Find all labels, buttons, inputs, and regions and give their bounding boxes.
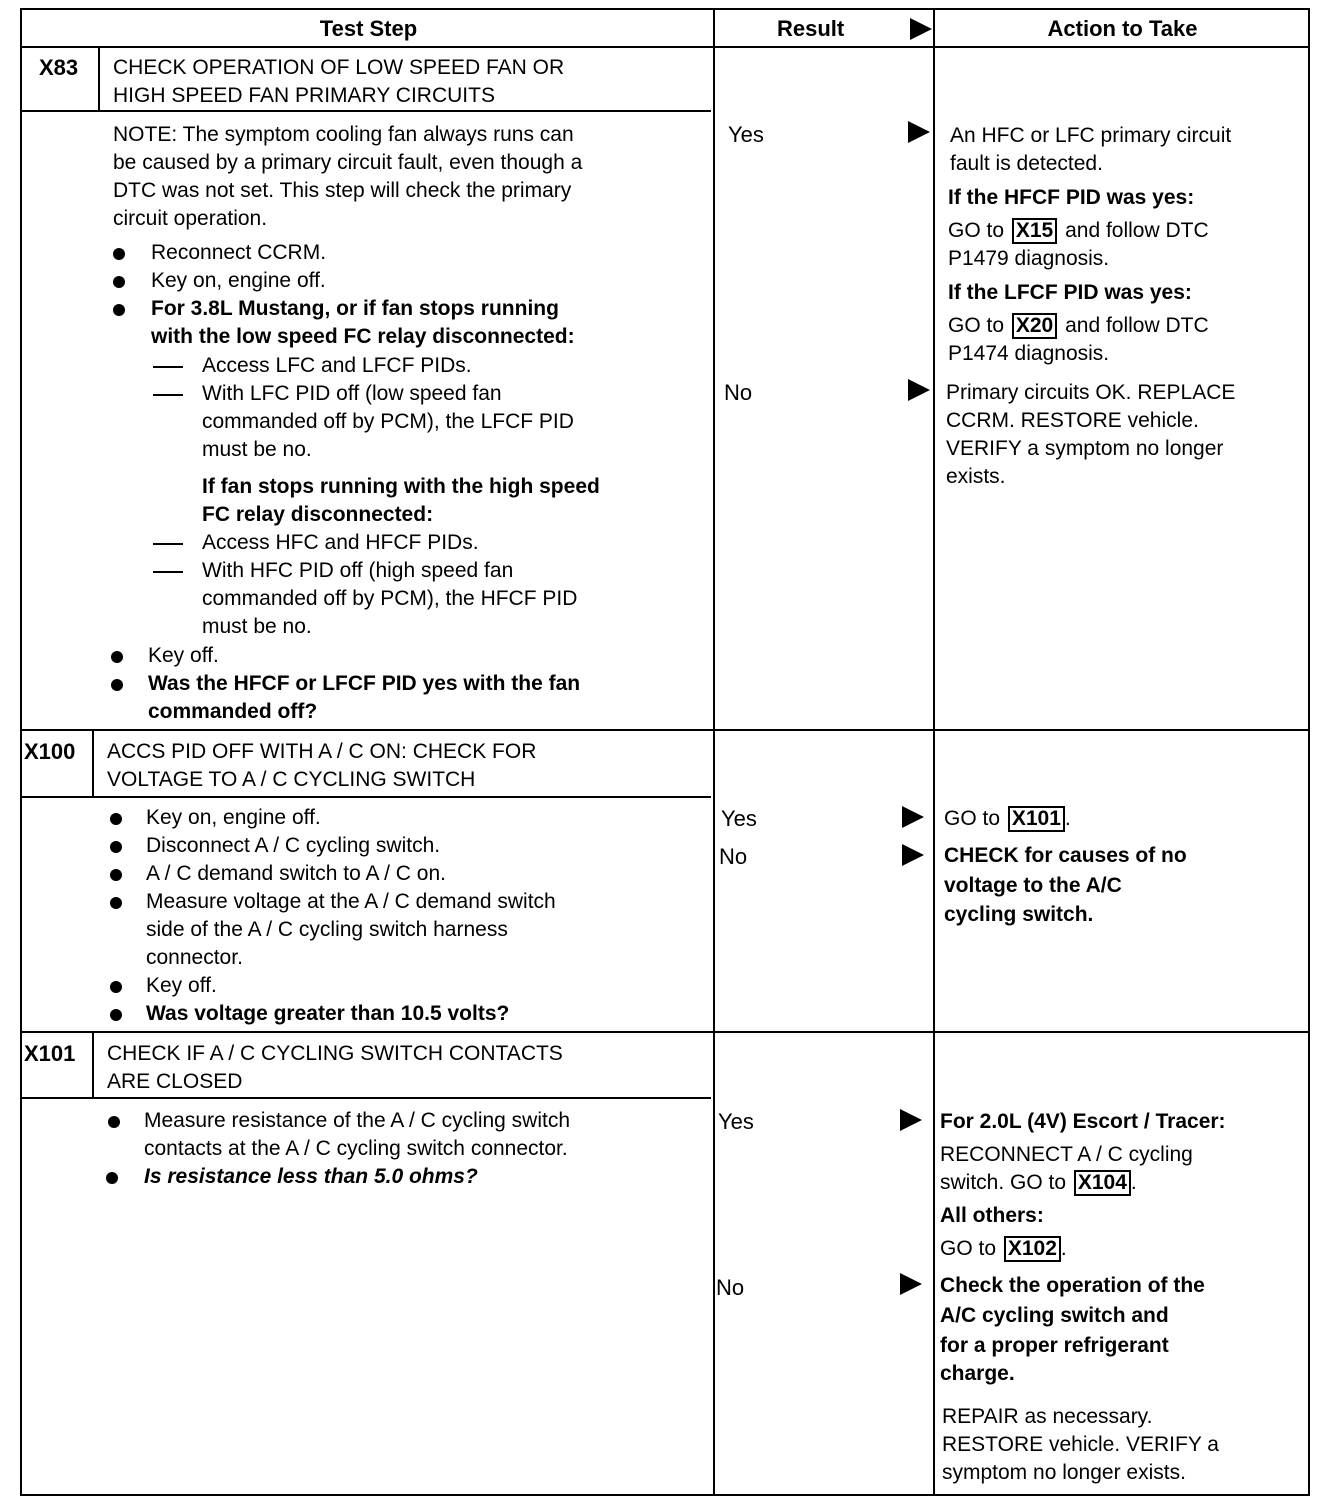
action-goto [948, 312, 1209, 340]
sub-heading: FC relay disconnected: [202, 503, 434, 526]
title-box-sep-x100 [92, 731, 94, 796]
arrow-icon [902, 844, 924, 866]
sub-instruction: must be no. [202, 438, 312, 461]
action-condition: If the HFCF PID was yes: [948, 186, 1195, 209]
action-text: P1479 diagnosis. [948, 247, 1110, 270]
goto-text: and follow DTC [1065, 219, 1209, 242]
action-text: for a proper refrigerant [940, 1334, 1169, 1357]
step-title-line: CHECK OPERATION OF LOW SPEED FAN OR [113, 56, 565, 79]
step-link-x15[interactable]: X15 [1012, 218, 1057, 244]
goto-text: . [1064, 807, 1071, 830]
action-text: VERIFY a symptom no longer [946, 437, 1224, 460]
bullet-icon [110, 813, 122, 825]
sub-instruction: commanded off by PCM), the LFCF PID [202, 410, 574, 433]
instruction: Key on, engine off. [146, 806, 321, 829]
dash-icon [153, 543, 183, 545]
action-goto [940, 1169, 1137, 1197]
col-divider-result [713, 10, 715, 1494]
step-title-line: ACCS PID OFF WITH A / C ON: CHECK FOR [107, 740, 537, 763]
step-id-x101: X101 [24, 1041, 76, 1066]
instruction: Key off. [148, 644, 219, 667]
bullet-icon [113, 304, 125, 316]
title-box-sep-x101 [92, 1033, 94, 1097]
note-line: circuit operation. [113, 207, 268, 230]
bullet-icon [113, 248, 125, 260]
goto-text: switch. GO to [940, 1171, 1067, 1194]
bullet-icon [110, 897, 122, 909]
instruction: Key off. [146, 974, 217, 997]
col-divider-action [933, 10, 935, 1494]
instruction: contacts at the A / C cycling switch connector. [144, 1137, 568, 1160]
title-box-bottom-x83 [22, 110, 711, 112]
action-text: RECONNECT A / C cycling [940, 1143, 1193, 1166]
action-text: Primary circuits OK. REPLACE [946, 381, 1236, 404]
instruction: A / C demand switch to A / C on. [146, 862, 446, 885]
sub-instruction: must be no. [202, 615, 312, 638]
row-divider-2 [22, 1031, 1308, 1033]
action-text: fault is detected. [950, 152, 1103, 175]
title-box-bottom-x100 [22, 796, 711, 798]
action-text: An HFC or LFC primary circuit [950, 124, 1232, 147]
action-text: symptom no longer exists. [942, 1461, 1186, 1484]
header-arrow-icon [910, 18, 932, 40]
sub-heading: If fan stops running with the high speed [202, 475, 600, 498]
action-condition: For 2.0L (4V) Escort / Tracer: [940, 1110, 1226, 1133]
instruction: Measure resistance of the A / C cycling switch [144, 1109, 571, 1132]
sub-instruction: With LFC PID off (low speed fan [202, 382, 502, 405]
step-title-line: VOLTAGE TO A / C CYCLING SWITCH [107, 768, 476, 791]
action-condition: All others: [940, 1204, 1044, 1227]
goto-text: . [1130, 1171, 1137, 1194]
action-text: cycling switch. [944, 903, 1094, 926]
result-no: No [724, 380, 753, 405]
step-link-x104[interactable]: X104 [1074, 1170, 1131, 1196]
action-condition: If the LFCF PID was yes: [948, 281, 1192, 304]
bullet-icon [111, 679, 123, 691]
action-text: RESTORE vehicle. VERIFY a [942, 1433, 1219, 1456]
instruction: side of the A / C cycling switch harness [146, 918, 508, 941]
title-box-bottom-x101 [22, 1097, 711, 1099]
step-title-line: ARE CLOSED [107, 1070, 243, 1093]
diagnostic-table [20, 8, 1310, 1496]
action-text: P1474 diagnosis. [948, 342, 1110, 365]
instruction: Key on, engine off. [151, 269, 326, 292]
step-id-x100: X100 [24, 739, 76, 764]
bullet-icon [106, 1172, 118, 1184]
bullet-icon [111, 651, 123, 663]
note-line: DTC was not set. This step will check the primary [113, 179, 572, 202]
action-text: CCRM. RESTORE vehicle. [946, 409, 1199, 432]
action-text: REPAIR as necessary. [942, 1405, 1153, 1428]
goto-text: and follow DTC [1065, 314, 1209, 337]
dash-icon [153, 394, 183, 396]
goto-text: . [1060, 1237, 1067, 1260]
goto-text: GO to [948, 314, 1005, 337]
goto-text: GO to [948, 219, 1005, 242]
sub-instruction: With HFC PID off (high speed fan [202, 559, 514, 582]
instruction: Reconnect CCRM. [151, 241, 327, 264]
result-no: No [716, 1275, 745, 1300]
arrow-icon [902, 806, 924, 828]
arrow-icon [900, 1273, 922, 1295]
instruction: Disconnect A / C cycling switch. [146, 834, 441, 857]
question: Was the HFCF or LFCF PID yes with the fan [148, 672, 581, 695]
instruction: connector. [146, 946, 243, 969]
step-id-x83: X83 [39, 55, 79, 80]
action-goto [940, 1235, 1067, 1263]
row-divider-1 [22, 729, 1308, 731]
action-goto [944, 805, 1071, 833]
question: commanded off? [148, 700, 318, 723]
note-line: NOTE: The symptom cooling fan always runs can [113, 123, 574, 146]
bullet-icon [110, 869, 122, 881]
arrow-icon [900, 1109, 922, 1131]
bullet-icon [113, 276, 125, 288]
arrow-icon [908, 379, 930, 401]
step-link-x101[interactable]: X101 [1008, 806, 1065, 832]
dash-icon [153, 571, 183, 573]
bullet-icon [108, 1116, 120, 1128]
result-yes: Yes [718, 1109, 754, 1134]
action-text: exists. [946, 465, 1006, 488]
action-text: charge. [940, 1362, 1015, 1385]
action-text: CHECK for causes of no [944, 844, 1187, 867]
step-link-x102[interactable]: X102 [1004, 1236, 1061, 1262]
question: Is resistance less than 5.0 ohms? [144, 1165, 478, 1188]
goto-text: GO to [944, 807, 1001, 830]
bullet-icon [110, 1009, 122, 1021]
instruction-bold: For 3.8L Mustang, or if fan stops running [151, 297, 559, 320]
header-divider [22, 46, 1308, 48]
instruction: Measure voltage at the A / C demand switch [146, 890, 556, 913]
sub-instruction: commanded off by PCM), the HFCF PID [202, 587, 578, 610]
header-action: Action to Take [1047, 16, 1198, 41]
result-yes: Yes [721, 806, 757, 831]
dash-icon [153, 366, 183, 368]
step-link-x20[interactable]: X20 [1012, 313, 1057, 339]
action-goto [948, 217, 1209, 245]
question: Was voltage greater than 10.5 volts? [146, 1002, 510, 1025]
result-no: No [719, 844, 748, 869]
sub-instruction: Access LFC and LFCF PIDs. [202, 354, 472, 377]
arrow-icon [908, 121, 930, 143]
header-test-step: Test Step [319, 16, 418, 41]
goto-text: GO to [940, 1237, 997, 1260]
result-yes: Yes [728, 122, 764, 147]
bullet-icon [110, 841, 122, 853]
title-box-sep-x83 [98, 48, 100, 110]
sub-instruction: Access HFC and HFCF PIDs. [202, 531, 479, 554]
step-title-line: HIGH SPEED FAN PRIMARY CIRCUITS [113, 84, 495, 107]
header-result: Result [777, 16, 845, 41]
bullet-icon [110, 981, 122, 993]
step-title-line: CHECK IF A / C CYCLING SWITCH CONTACTS [107, 1042, 563, 1065]
action-text: voltage to the A/C [944, 874, 1122, 897]
instruction-bold: with the low speed FC relay disconnected: [151, 325, 575, 348]
action-text: A/C cycling switch and [940, 1304, 1169, 1327]
action-text: Check the operation of the [940, 1274, 1205, 1297]
note-line: be caused by a primary circuit fault, even though a [113, 151, 583, 174]
